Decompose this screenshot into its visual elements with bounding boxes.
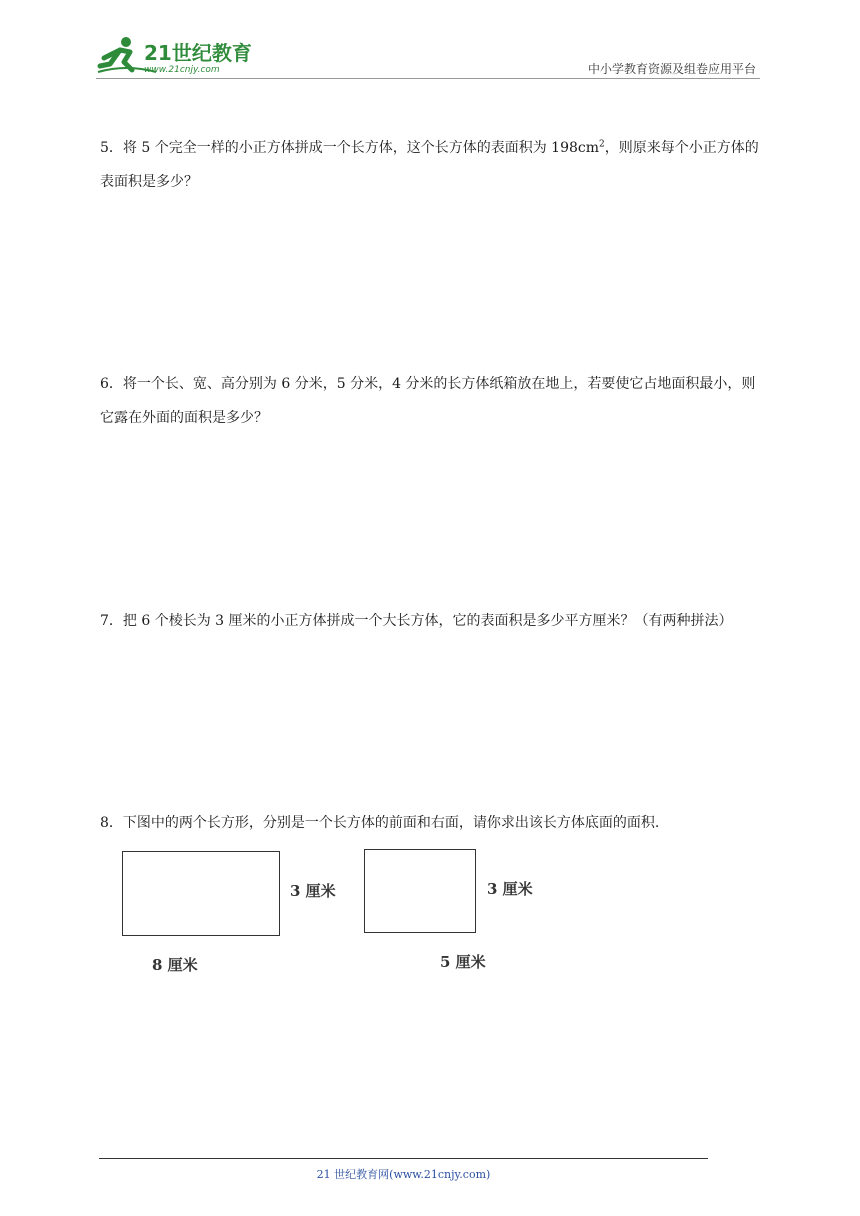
front-height-label: 3 厘米	[290, 882, 336, 900]
question-6: 6．将一个长、宽、高分别为 6 分米，5 分米，4 分米的长方体纸箱放在地上，若要使它占地面积最小，则它露在外面的面积是多少？	[100, 376, 756, 426]
logo-title: 21世纪教育	[144, 41, 252, 65]
header-slogan: 中小学教育资源及组卷应用平台	[587, 62, 756, 76]
right-width-label: 5 厘米	[440, 953, 486, 971]
runner-logo-icon	[96, 34, 256, 78]
site-logo	[96, 34, 256, 78]
front-face-rectangle	[122, 851, 280, 936]
question-5-text-after: ，则原来每个小正方体的表面积是多少？	[100, 140, 759, 190]
logo-url: www.21cnjy.com	[144, 65, 220, 75]
right-height-label: 3 厘米	[487, 880, 533, 898]
question-5	[100, 131, 765, 199]
front-width-label: 8 厘米	[152, 956, 198, 974]
question-5-superscript: 2	[599, 139, 605, 150]
question-5-text-before: 5．将 5 个完全一样的小正方体拼成一个长方体，这个长方体的表面积为 198cm	[100, 140, 600, 156]
footer-text: 21 世纪教育网(www.21cnjy.com)	[316, 1168, 491, 1181]
question-7: 7．把 6 个棱长为 3 厘米的小正方体拼成一个大长方体，它的表面积是多少平方厘米？（有两种拼法）	[100, 613, 733, 629]
question-8: 8．下图中的两个长方形，分别是一个长方体的前面和右面，请你求出该长方体底面的面积.	[100, 815, 660, 831]
footer-divider	[99, 1158, 708, 1159]
right-face-rectangle	[364, 849, 476, 933]
header-divider	[96, 78, 760, 79]
